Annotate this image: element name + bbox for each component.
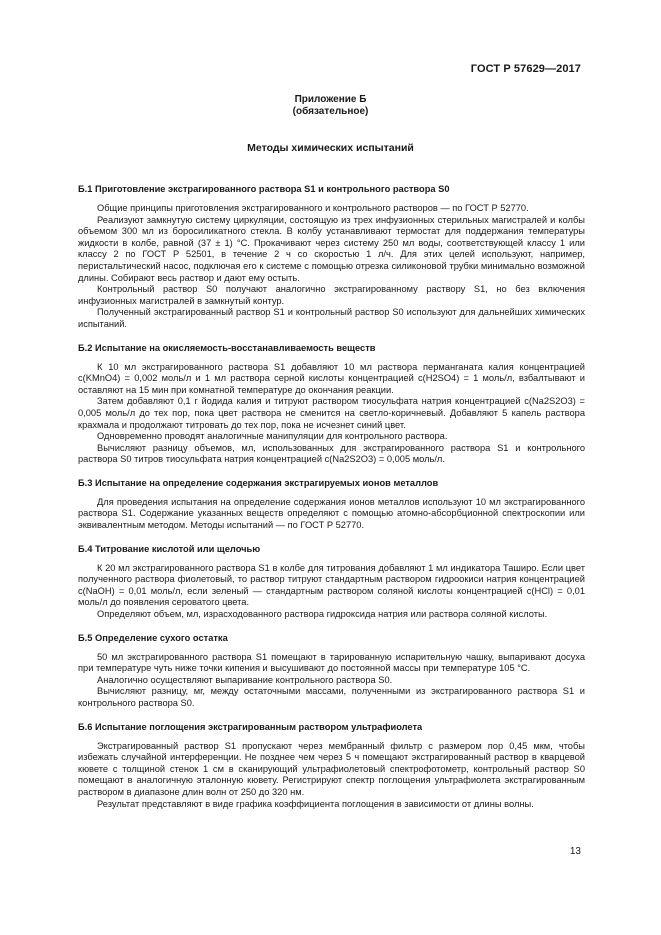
paragraph: Общие принципы приготовления экстрагированного и контрольного растворов — по ГОСТ Р 52770.	[97, 203, 529, 213]
paragraph: Контрольный раствор S0 получают аналогично экстрагированному раствору S1, но без включения инфузионных магистралей в замкнутый контур.	[78, 284, 585, 306]
section-heading: Б.3 Испытание на определение содержания экстрагируемых ионов металлов	[78, 477, 439, 488]
paragraph: 50 мл экстрагированного раствора S1 помещают в тарированную испарительную чашку, выпаривают досуха при температуре чуть ниже точки кипения и высушивают до постоянной массы при температуре 105 °С.	[78, 651, 585, 674]
section-heading: Б.2 Испытание на окисляемость-восстанавливаемость веществ	[78, 342, 376, 353]
section	[78, 342, 585, 466]
section	[78, 721, 585, 811]
paragraph: Вычисляют разницу, мг, между остаточными массами, полученными из экстрагированного раствора S1 и контрольного раствора S0.	[78, 686, 585, 708]
paragraph: К 20 мл экстрагированного раствора S1 в колбе для титрования добавляют 1 мл индикатора Таширо. Если цвет полученного раствора фиолетовый, то раствор титруют стандартным раствором гидроокиси натрия концентрацией c(NaOH) = 0,01 моль/л, если зеленый — стандартным раствором соляной кислоты концентрацией c(HCl) = 0,01 моль/л до появления сероватого цвета.	[78, 562, 585, 608]
section	[78, 183, 585, 331]
appendix-title: Приложение Б	[294, 94, 367, 105]
paragraph: Одновременно проводят аналогичные манипуляции для контрольного раствора.	[97, 431, 448, 442]
section	[78, 632, 585, 710]
standard-code: ГОСТ Р 57629—2017	[470, 63, 581, 75]
section-heading: Б.1 Приготовление экстрагированного раствора S1 и контрольного раствора S0	[78, 184, 450, 194]
document-title: Методы химических испытаний	[247, 142, 414, 154]
paragraph: Результат представляют в виде графика коэффициента поглощения в зависимости от длины волны.	[97, 798, 534, 809]
page-number: 13	[569, 846, 581, 857]
section-heading: Б.5 Определение сухого остатка	[78, 632, 228, 643]
section-heading: Б.4 Титрование кислотой или щелочью	[78, 543, 261, 554]
paragraph: Реализуют замкнутую систему циркуляции, состоящую из трех инфузионных стерильных магистралей и колбы объемом 300 мл из боросиликатного стекла. В колбу устанавливают термостат для поддержания температуры жидкости в колбе, равной (37 ± 1) °С. Прокачивают через систему 250 мл воды, соответствующей классу 1 или классу 2 по ГОСТ Р 52501, в течение 2 ч со скоростью 1 л/ч. Для этих целей используют, например, перистальтический насос, подключая его к системе с помощью отрезка силиконовой трубки минимально возможной длины. Собирают весь раствор и дают ему остыть.	[78, 214, 585, 283]
paragraph: Экстрагированный раствор S1 пропускают через мембранный фильтр с размером пор 0,45 мкм, чтобы избежать случайной интерференции. Не позднее чем через 5 ч помещают экстрагированный раствор в кварцевой кювете с толщиной стенок 1 см в сканирующий ультрафиолетовый спектрофотометр, контрольный раствор S0 помещают в аналогичную эталонную кювету. Регистрируют спектр поглощения ультрафиолета экстрагированным раствором в диапазоне длин волн от 250 до 320 нм.	[78, 740, 585, 797]
paragraph: Затем добавляют 0,1 г йодида калия и титруют раствором тиосульфата натрия концентрацией c(Na2S2O3) = 0,005 моль/л до тех пор, пока цвет раствора не сменится на светло-коричневый. Добавляют 5 капель раствора крахмала и продолжают титровать до тех пор, пока не исчезнет синий цвет.	[78, 396, 585, 430]
section-heading: Б.6 Испытание поглощения экстрагированным раствором ультрафиолета	[78, 721, 423, 732]
paragraph: Аналогично осуществляют выпаривание контрольного раствора S0.	[97, 674, 393, 685]
paragraph: Полученный экстрагированный раствор S1 и контрольный раствор S0 используют для дальнейших химических испытаний.	[78, 307, 585, 329]
paragraph: Для проведения испытания на определение содержания ионов металлов используют 10 мл экстрагированного раствора S1. Содержание указанных веществ определяют с помощью атомно-абсорбционной спектроскопии или эквивалентным методом. Методы испытаний — по ГОСТ Р 52770.	[78, 496, 585, 531]
section	[78, 477, 585, 532]
appendix-heading	[0, 94, 661, 118]
paragraph: Вычисляют разницу объемов, мл, использованных для экстрагированного раствора S1 и контрольного раствора S0 титров тиосульфата натрия концентрацией c(Na2S2O3) = 0,005 моль/л.	[78, 442, 585, 465]
paragraph: К 10 мл экстрагированного раствора S1 добавляют 10 мл раствора перманганата калия концентрацией c(KMnO4) = 0,002 моль/л и 1 мл раствора серной кислоты концентрацией c(H2SO4) = 1 моль/л, взбалтывают и оставляют на 15 мин при комнатной температуре до окончания реакции.	[78, 361, 585, 395]
appendix-note: (обязательное)	[292, 106, 369, 117]
section	[78, 543, 585, 621]
paragraph: Определяют объем, мл, израсходованного раствора гидроксида натрия или раствора соляной кислоты.	[97, 609, 548, 620]
document-body	[78, 183, 585, 821]
